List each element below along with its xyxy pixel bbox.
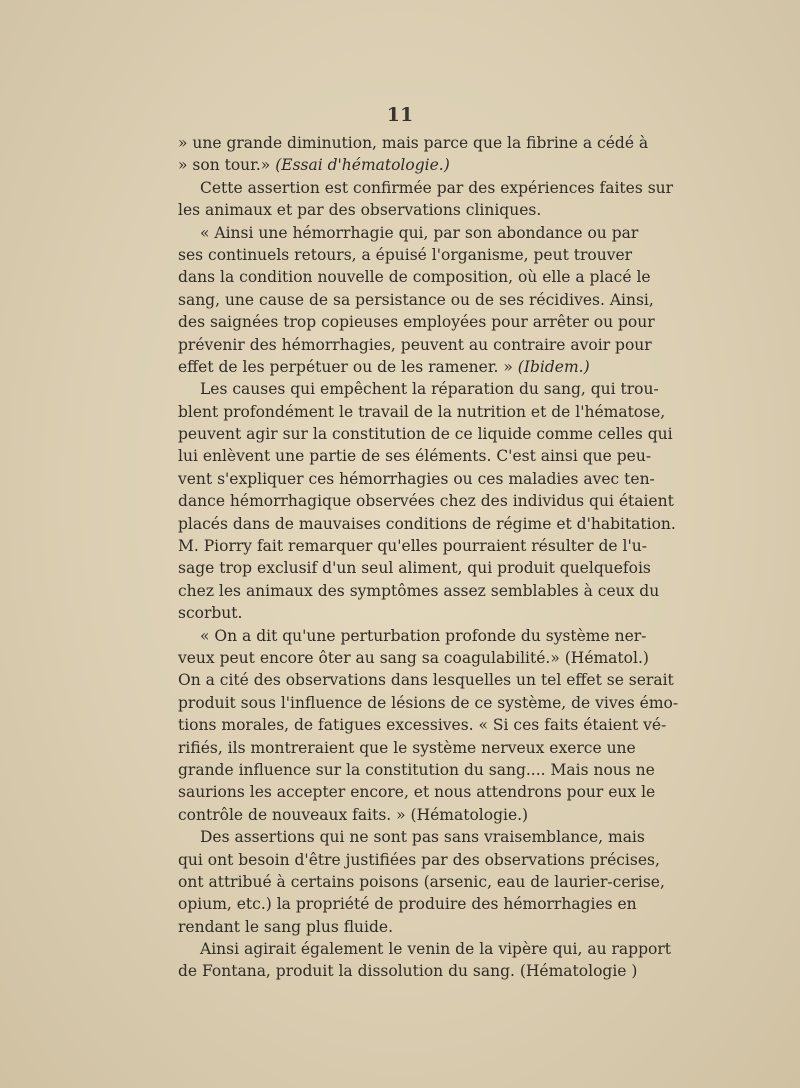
text-line-content: « Ainsi une hémorrhagie qui, par son abondance ou par xyxy=(200,223,639,242)
text-line xyxy=(178,669,674,691)
text-line xyxy=(178,692,679,714)
text-line-content: ont attribué à certains poisons (arsenic, eau de laurier-cerise, xyxy=(178,872,665,891)
text-line xyxy=(178,871,665,893)
text-line-content: effet de les perpétuer ou de les ramener. » xyxy=(178,357,518,376)
text-line-content: grande influence sur la constitution du sang.... Mais nous ne xyxy=(178,760,655,779)
text-line-content: contrôle de nouveaux faits. » (Hématologie.) xyxy=(178,805,529,824)
text-line-content: prévenir des hémorrhagies, peuvent au contraire avoir pour xyxy=(178,335,652,354)
text-line xyxy=(178,625,647,647)
text-line-content: « On a dit qu'une perturbation profonde du système ner- xyxy=(200,626,647,645)
text-line xyxy=(178,468,655,490)
citation: (Ibidem.) xyxy=(517,357,590,376)
text-line xyxy=(178,759,655,781)
text-line xyxy=(178,602,624,624)
text-line-content: de Fontana, produit la dissolution du sang. (Hématologie ) xyxy=(178,962,638,981)
text-line-content: les animaux et par des observations cliniques. xyxy=(178,201,542,220)
text-line-content: sage trop exclusif d'un seul aliment, qui produit quelquefois xyxy=(178,559,651,578)
text-line-content: » une grande diminution, mais parce que la fibrine a cédé à xyxy=(178,134,649,152)
text-line-content: rendant le sang plus fluide. xyxy=(178,917,393,936)
text-line xyxy=(178,781,656,803)
text-line-content: des saignées trop copieuses employées pour arrêter ou pour xyxy=(178,313,655,332)
text-line-content: sang, une cause de sa persistance ou de ses récidives. Ainsi, xyxy=(178,290,654,309)
text-line-content: ses continuels retours, a épuisé l'organisme, peut trouver xyxy=(178,245,633,264)
text-line xyxy=(178,378,659,400)
text-line xyxy=(178,580,660,602)
text-line-content: tions morales, de fatigues excessives. « Si ces faits étaient vé- xyxy=(178,716,667,735)
text-line-content: chez les animaux des symptômes assez semblables à ceux du xyxy=(178,581,660,600)
text-line-content: » son tour.» xyxy=(178,156,276,175)
text-line-content: dance hémorrhagique observées chez des individus qui étaient xyxy=(178,492,674,511)
text-line-content: dans la condition nouvelle de composition, où elle a placé le xyxy=(178,268,651,287)
text-line xyxy=(178,535,647,557)
text-line-content: M. Piorry fait remarquer qu'elles pourraient résulter de l'u- xyxy=(178,537,647,556)
text-line xyxy=(178,960,638,982)
text-line xyxy=(178,916,624,938)
page-number: 11 xyxy=(386,104,414,126)
text-line-content: blent profondément le travail de la nutrition et de l'hématose, xyxy=(178,402,666,421)
text-line xyxy=(178,714,667,736)
text-line-content: qui ont besoin d'être justifiées par des observations précises, xyxy=(178,850,660,869)
text-line xyxy=(178,557,651,579)
text-line xyxy=(178,647,649,669)
text-line-content: Cette assertion est confirmée par des expériences faites sur xyxy=(200,178,674,197)
text-line-content: veux peut encore ôter au sang sa coagulabilité.» (Hématol.) xyxy=(178,648,649,667)
text-line xyxy=(178,356,624,378)
text-line-content: Les causes qui empêchent la réparation du sang, qui trou- xyxy=(200,380,659,399)
text-line xyxy=(178,490,674,512)
text-line-content: Des assertions qui ne sont pas sans vraisemblance, mais xyxy=(200,828,645,847)
text-line xyxy=(178,513,676,535)
text-line xyxy=(178,804,624,826)
text-line xyxy=(178,423,673,445)
text-line xyxy=(178,334,652,356)
text-line xyxy=(178,849,660,871)
text-line xyxy=(178,154,624,176)
text-line xyxy=(178,445,652,467)
text-line-content: vent s'expliquer ces hémorrhagies ou ces maladies avec ten- xyxy=(178,469,655,488)
text-line-content: On a cité des observations dans lesquelles un tel effet se serait xyxy=(178,671,674,690)
text-line xyxy=(178,177,674,199)
text-line xyxy=(178,401,666,423)
text-line-content: saurions les accepter encore, et nous attendrons pour eux le xyxy=(178,783,656,802)
text-line xyxy=(178,222,639,244)
text-line xyxy=(178,737,636,759)
text-line xyxy=(178,244,633,266)
text-line xyxy=(178,132,649,154)
text-line-content: peuvent agir sur la constitution de ce liquide comme celles qui xyxy=(178,425,673,444)
text-line xyxy=(178,266,651,288)
text-line xyxy=(178,826,645,848)
text-line xyxy=(178,893,637,915)
text-line-content: opium, etc.) la propriété de produire des hémorrhagies en xyxy=(178,895,637,914)
citation: (Essai d'hématologie.) xyxy=(275,156,450,175)
text-line-content: rifiés, ils montreraient que le système nerveux exerce une xyxy=(178,738,636,757)
text-line-content: scorbut. xyxy=(178,604,243,623)
text-line-content: Ainsi agirait également le venin de la vipère qui, au rapport xyxy=(200,940,671,959)
text-line xyxy=(178,311,655,333)
text-line xyxy=(178,289,654,311)
text-line xyxy=(178,938,671,960)
text-line-content: lui enlèvent une partie de ses éléments. C'est ainsi que peu- xyxy=(178,447,652,466)
text-line-content: placés dans de mauvaises conditions de régime et d'habitation. xyxy=(178,514,676,533)
text-line xyxy=(178,199,624,221)
body-text xyxy=(178,132,679,983)
text-line-content: produit sous l'influence de lésions de ce système, de vives émo- xyxy=(178,693,679,712)
